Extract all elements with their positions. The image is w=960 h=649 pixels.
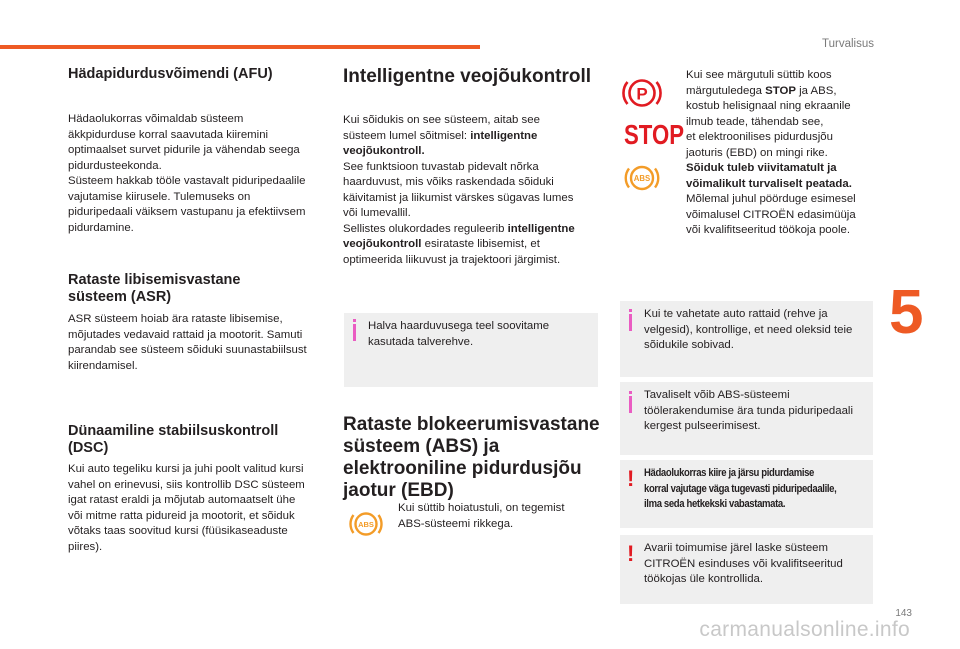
dsc-line: võtaks taas soovitud kursi (füüsikaseaduste xyxy=(68,525,288,537)
top-accent-bar xyxy=(0,45,480,49)
abs-orange-icon-label: ABS xyxy=(633,174,651,183)
abs-icon-label: ABS xyxy=(358,520,374,529)
afu-line: pidurdusteekonda. xyxy=(68,159,162,172)
afu-body xyxy=(68,112,338,236)
info-icon xyxy=(353,319,356,322)
winter-tyres-note: Halva haarduvusega teel soovitame kasutada talverehve. xyxy=(344,313,598,387)
asr-line: parandab see süsteem sõiduki suunastabiilsust xyxy=(68,344,307,356)
warning-exclamation-icon: ! xyxy=(627,466,635,491)
afu-line: vajutamise kiirusele. Tulemuseks on xyxy=(68,190,251,203)
info-icon-bar xyxy=(629,396,632,413)
asr-heading: Rataste libisemisvastane süsteem (ASR) xyxy=(68,272,241,305)
afu-line: optimaalset survet pidurile ja vähendab seega xyxy=(68,144,300,156)
stop-icon-label: STOP xyxy=(624,119,684,150)
afu-heading: Hädapidurdusvõimendi (AFU) xyxy=(68,66,273,82)
asr-body xyxy=(68,312,338,374)
info-icon-bar xyxy=(353,324,356,341)
parking-brake-warning-icon xyxy=(622,74,662,112)
afu-line: piduripedaali väiksem vastupanu ja efektiivsem xyxy=(68,206,306,218)
abs-pulse-note: Tavaliselt võib ABS-süsteemi töölerakendumise ära tunda piduripedaali kergest pulseerimisest. xyxy=(620,382,873,455)
dsc-line: piires). xyxy=(68,540,103,553)
tyre-change-note: Kui te vahetate auto rattaid (rehve ja velgesid), kontrollige, et need oleksid teie sõidukile sobivad. xyxy=(620,301,873,377)
abs-heading: Rataste blokeerumisvastane süsteem (ABS) ja elektrooniline pidurdusjõu jaotur (EBD) xyxy=(343,414,600,501)
asr-line: ASR süsteem hoiab ära rataste libisemise, xyxy=(68,313,283,325)
dsc-line: vahel on erinevusi, siis kontrollib DSC süsteem xyxy=(68,478,305,491)
asr-line: mõjutades vedavaid rattaid ja mootorit. Samuti xyxy=(68,328,303,341)
ebd-warning-text: Kui see märgutuli süttib koos märgutuledega STOP ja ABS, kostub helisignaal ning ekraanile ilmub teade, tähendab see, et elektroonilises pidurdusjõu jaoturis (EBD) on mingi rike. Sõiduk tuleb viivitamatult ja võimalikult turvaliselt peatada. Mõlemal juhul pöörduge esimesel võimalusel CITROËN edasimüüja või kvalifitseeritud töökoja poole. xyxy=(686,69,856,236)
dsc-line: või mitme ratta pidureid ja mootorit, et sõiduk xyxy=(68,509,295,522)
collision-check-warning: ! Avarii toimumise järel laske süsteem CITROËN esinduses või kvalifitseeritud töökojas üle kontrollida. xyxy=(620,535,873,604)
info-icon xyxy=(629,391,632,394)
info-icon-bar xyxy=(629,314,632,331)
section-title: Turvalisus xyxy=(822,38,874,50)
dsc-body xyxy=(68,462,338,555)
dsc-line: igat ratast eraldi ja mõjutab automaatselt ühe xyxy=(68,494,296,506)
chapter-number: 5 xyxy=(889,278,924,347)
abs-orange-warning-icon xyxy=(622,162,662,194)
afu-line: äkkpidurduse korral saavutada kiiremini xyxy=(68,128,269,141)
abs-lamp-text: Kui süttib hoiatustuli, on tegemist ABS-süsteemi rikkega. xyxy=(398,502,565,530)
parking-brake-icon-label: P xyxy=(636,84,648,104)
afu-line: Süsteem hakkab tööle vastavalt piduripedaalile xyxy=(68,175,306,187)
watermark: carmanualsonline.info xyxy=(699,618,910,641)
stop-warning-icon xyxy=(624,118,686,148)
intelligent-traction-heading: Intelligentne veojõukontroll xyxy=(343,66,592,87)
dsc-line: Kui auto tegeliku kursi ja juhi poolt valitud kursi xyxy=(68,463,304,475)
dsc-heading: Dünaamiline stabiilsuskontroll (DSC) xyxy=(68,423,279,456)
emergency-braking-warning: ! Hädaolukorras kiire ja järsu pidurdamise korral vajutage väga tugevasti piduripedaalile, ilma seda hetkekski vabastamata. xyxy=(620,460,873,528)
afu-line: pidurdamine. xyxy=(68,221,134,234)
asr-line: kiirendamisel. xyxy=(68,359,138,372)
info-icon xyxy=(629,309,632,312)
afu-line: Hädaolukorras võimaldab süsteem xyxy=(68,113,244,125)
abs-warning-icon xyxy=(347,508,385,540)
warning-exclamation-icon: ! xyxy=(627,541,635,566)
page-number: 143 xyxy=(895,608,912,619)
intelligent-traction-body: Kui sõidukis on see süsteem, aitab see süsteem lumel sõitmisel: intelligentne veojõukontroll. See funktsioon tuvastab pidevalt nõrka haarduvust, mis võiks raskendada sõiduki käivitamist ja liikumist värskes sügavas lumes või lumevallil. Sellistes olukordades reguleerib intelligentne veojõukontroll esirataste libisemist, et optimeerida liikuvust ja trajektoori järgimist. xyxy=(343,114,575,266)
